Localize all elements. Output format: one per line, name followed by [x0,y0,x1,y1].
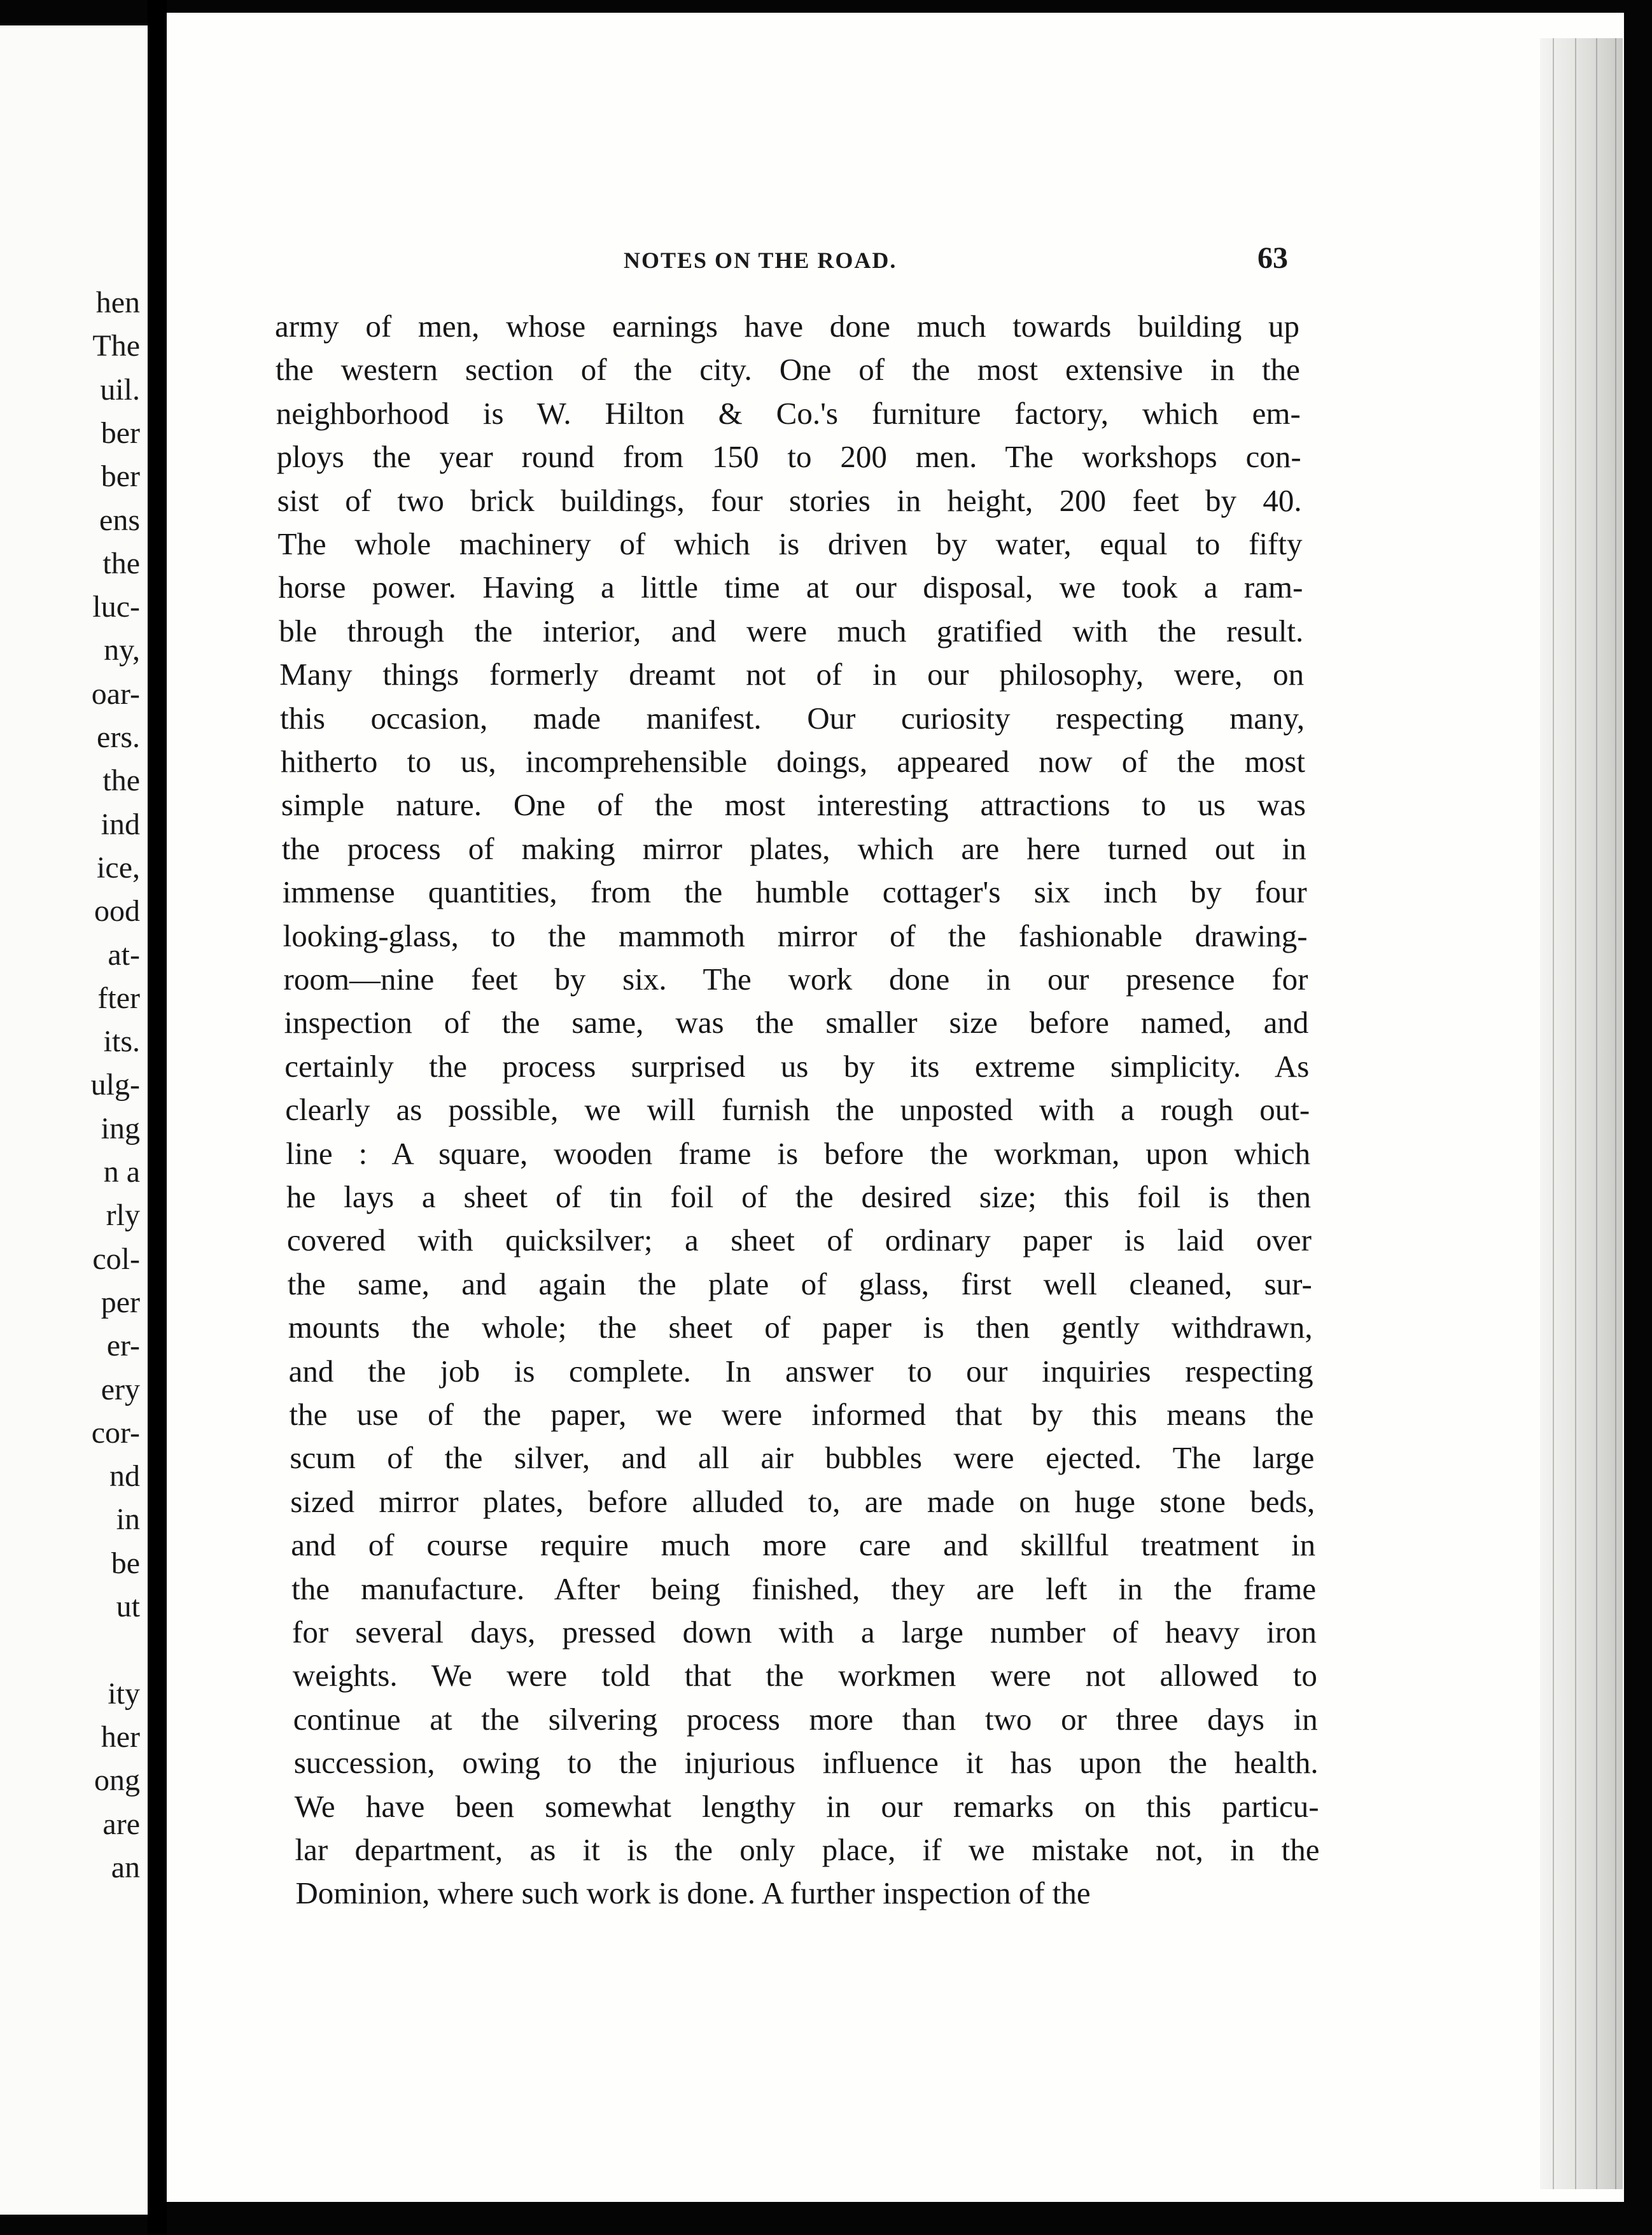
body-line: looking-glass, to the mammoth mirror of the fashionable drawing- [283,918,1308,953]
body-line: Many things formerly dreamt not of in our philosophy, were, on [279,657,1305,692]
left-page-fragment: oar- [91,676,140,711]
page-edge-line [1596,38,1597,2189]
body-line: lar department, as it is the only place, if we mistake not, in the [295,1832,1320,1867]
body-line: clearly as possible, we will furnish the unposted with a rough out- [285,1092,1310,1128]
body-line: horse power. Having a little time at our disposal, we took a ram- [278,570,1303,605]
body-line: this occasion, made manifest. Our curiosity respecting many, [280,700,1305,736]
page-edge-line [1615,38,1616,2189]
left-page-fragment: ice, [97,850,140,885]
body-line: ploys the year round from 150 to 200 men. The workshops con- [276,439,1301,475]
body-line: continue at the silvering process more than two or three days in [293,1701,1318,1737]
body-line: certainly the process surprised us by its extreme simplicity. As [284,1048,1310,1084]
body-line: the western section of the city. One of the most extensive in the [275,352,1300,388]
left-page-fragment: ny, [104,633,140,668]
left-page-fragment: ens [99,503,140,537]
body-line: weights. We were told that the workmen were not allowed to [292,1658,1317,1693]
body-line: the same, and again the plate of glass, first well cleaned, sur- [287,1266,1312,1301]
page-edge-line [1575,38,1576,2189]
body-line: room—nine feet by six. The work done in our presence for [283,962,1308,997]
left-page-fragment: its. [103,1025,140,1059]
body-line: sist of two brick buildings, four stories in height, 200 feet by 40. [277,482,1302,518]
left-page-fragment: fter [97,981,140,1015]
body-line: The whole machinery of which is driven by water, equal to fifty [277,526,1303,561]
left-page-fragment: ulg- [90,1068,140,1102]
left-page-fragment: uil. [100,372,140,407]
left-page-fragment: col- [92,1242,140,1276]
left-page-fragment: cor- [91,1415,140,1450]
body-line: succession, owing to the injurious influence it has upon the health. [293,1745,1319,1781]
left-page-fragment: nd [109,1459,140,1494]
body-line: and the job is complete. In answer to our inquiries respecting [288,1353,1313,1389]
left-page-fragment: be [111,1546,140,1580]
body-line: and of course require much more care and skillful treatment in [291,1527,1316,1563]
body-line: sized mirror plates, before alluded to, are made on huge stone beds, [290,1483,1315,1519]
left-page-fragment: hen [95,286,140,319]
facing-page-left [0,25,148,2215]
left-page-fragment: ber [101,416,140,450]
body-line: immense quantities, from the humble cottager's six inch by four [282,874,1307,910]
running-head: NOTES ON THE ROAD. [624,248,897,273]
body-line: Dominion, where such work is done. A further inspection of the [295,1875,1091,1911]
body-line: the use of the paper, we were informed that by this means the [289,1397,1314,1432]
left-page-fragment: ing [101,1111,140,1146]
body-line: mounts the whole; the sheet of paper is then gently withdrawn, [288,1310,1313,1345]
left-page-fragment: ind [101,807,140,841]
body-line: We have been somewhat lengthy in our remarks on this particu- [294,1788,1319,1824]
left-page-fragment: are [102,1807,140,1841]
body-line: inspection of the same, was the smaller size before named, and [284,1005,1309,1040]
left-page-fragment: ut [116,1590,140,1623]
body-line: hitherto to us, incomprehensible doings, appeared now of the most [281,744,1305,779]
left-page-fragment: The [92,329,140,363]
left-page-fragment: the [102,546,140,580]
body-line: ble through the interior, and were much gratified with the result. [279,613,1304,648]
left-page-fragment: luc- [92,590,140,624]
book-gutter [148,0,167,2235]
left-page-fragment: at- [108,937,140,972]
left-page-fragment: ber [101,459,140,494]
page-edge [1540,38,1623,2189]
body-line: neighborhood is W. Hilton & Co.'s furniture factory, which em- [276,395,1301,431]
body-line: simple nature. One of the most interesting attractions to us was [281,787,1306,823]
body-line: scum of the silver, and all air bubbles were ejected. The large [290,1440,1315,1476]
left-page-fragment: an [111,1850,140,1884]
left-page-fragment: n a [103,1155,140,1189]
left-page-fragment: the [102,764,140,798]
left-page-fragment: ood [94,894,140,928]
page-edge-line [1553,38,1554,2189]
page-number: 63 [1257,241,1288,275]
left-page-fragment: ity [108,1676,140,1711]
body-line: the process of making mirror plates, which are here turned out in [281,830,1306,866]
left-page-fragment: rly [106,1198,140,1233]
body-line: he lays a sheet of tin foil of the desired size; this foil is then [286,1179,1311,1214]
left-page-fragment: er- [106,1329,140,1363]
left-page-fragment: ong [94,1763,140,1798]
left-page-fragment: her [101,1720,140,1754]
body-line: army of men, whose earnings have done much towards building up [275,309,1299,344]
left-page-fragment: ers. [97,720,140,754]
body-line: the manufacture. After being finished, they are left in the frame [291,1571,1317,1606]
left-page-fragment: ery [101,1372,140,1406]
body-line: covered with quicksilver; a sheet of ordinary paper is laid over [286,1223,1312,1258]
left-page-fragment: in [116,1503,140,1537]
body-line: for several days, pressed down with a large number of heavy iron [292,1615,1317,1650]
body-line: line : A square, wooden frame is before the workman, upon which [286,1135,1311,1171]
left-page-fragment: per [101,1285,140,1319]
